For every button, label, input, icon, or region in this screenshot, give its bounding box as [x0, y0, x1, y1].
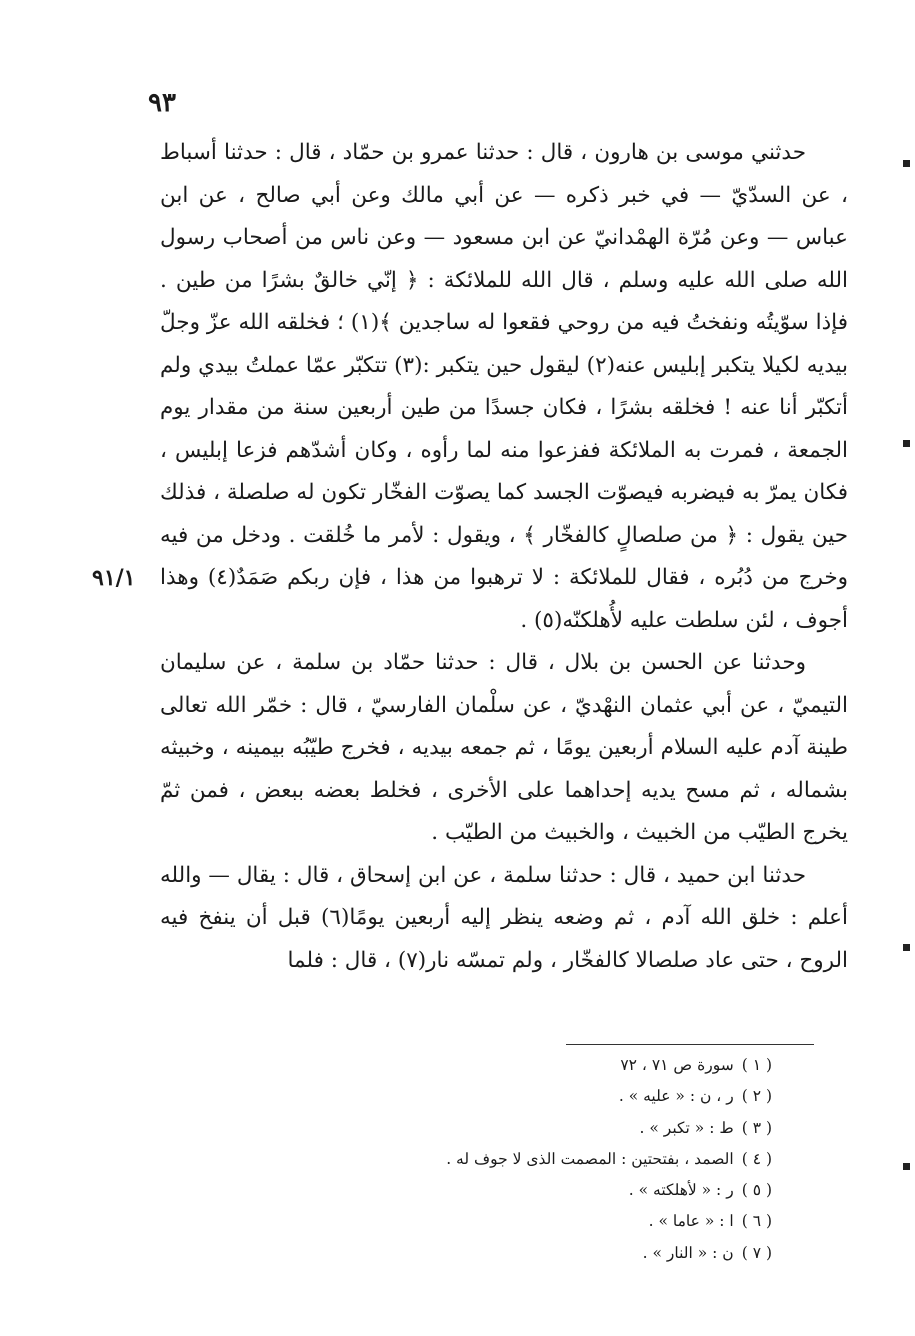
footnote [160, 1144, 772, 1175]
footnote-text: ط : « تكبر » . [639, 1118, 734, 1137]
edge-mark [903, 1163, 910, 1170]
footnote-text: الصمد ، بفتحتين : المصمت الذى لا جوف له . [446, 1149, 734, 1168]
footnote [160, 1206, 772, 1237]
footnote-divider [566, 1044, 814, 1045]
footnote-text: ر : « لأهلكته » . [628, 1181, 734, 1200]
footnote [160, 1050, 772, 1081]
paragraph: حدثني موسى بن هارون ، قال : حدثنا عمرو بن حمّاد ، قال : حدثنا أسباط ، عن السدّيّ — في خبر ذكره — عن أبي مالك وعن أبي صالح ، عن ابن عباس — وعن مُرّة الهمْدانيّ عن ابن مسعود — وعن ناس من أصحاب رسول الله صلى الله عليه وسلم ، قال الله للملائكة : ﴿ إنّي خالقٌ بشرًا من طين . فإذا سوّيتُه ونفختُ فيه من روحي فقعوا له ساجدين ﴾(١) ؛ فخلقه الله عزّ وجلّ بيديه لكيلا يتكبر إبليس عنه(٢) ليقول حين يتكبر :(٣) تتكبّر عمّا عملتُ بيدي ولم أتكبّر أنا عنه ! فخلقه بشرًا ، فكان جسدًا من طين أربعين سنة من مقدار يوم الجمعة ، فمرت به الملائكة ففزعوا منه لما رأوه ، وكان أشدّهم فزعا إبليس ، فكان يمرّ به فيضربه فيصوّت الجسد كما يصوّت الفخّار تكون له صلصلة ، فذلك حين يقول : ﴿ من صلصالٍ كالفخّار ﴾ ، ويقول : لأمر ما خُلقت . ودخل من فيه وخرج من دُبُره ، فقال للملائكة : لا ترهبوا من هذا ، فإن ربكم صَمَدٌ(٤) وهذا أجوف ، لئن سلطت عليه لأُهلكنّه(٥) . [160, 140, 848, 633]
footnote-number: ( ٢ ) [741, 1087, 772, 1106]
footnote [160, 1175, 772, 1206]
edge-mark [903, 944, 910, 951]
footnote-number: ( ٥ ) [741, 1181, 772, 1200]
footnotes [160, 1050, 772, 1269]
footnote-text: ا : « عاما » . [648, 1212, 734, 1231]
edge-mark [903, 160, 910, 167]
edge-mark [903, 440, 910, 447]
footnote-number: ( ٤ ) [741, 1149, 772, 1168]
margin-reference: ٩١/١ [92, 565, 136, 591]
footnote [160, 1238, 772, 1269]
footnote-number: ( ٧ ) [741, 1243, 772, 1262]
footnote [160, 1081, 772, 1112]
footnote-text: ر ، ن : « عليه » . [618, 1087, 734, 1106]
footnote-number: ( ٣ ) [741, 1118, 772, 1137]
footnote [160, 1113, 772, 1144]
footnote-number: ( ٦ ) [741, 1212, 772, 1231]
footnote-text: ن : « النار » . [642, 1243, 734, 1262]
paragraph: حدثنا ابن حميد ، قال : حدثنا سلمة ، عن ابن إسحاق ، قال : يقال — والله أعلم : خلق الله آدم ، ثم وضعه ينظر إليه أربعين يومًا(٦) قبل أن ينفخ فيه الروح ، حتى عاد صلصالا كالفخّار ، ولم تمسّه نار(٧) ، قال : فلما [160, 862, 848, 973]
paragraph: وحدثنا عن الحسن بن بلال ، قال : حدثنا حمّاد بن سلمة ، عن سليمان التيميّ ، عن أبي عثمان النهْديّ ، عن سلْمان الفارسيّ ، قال : خمّر الله تعالى طينة آدم عليه السلام أربعين يومًا ، ثم جمعه بيديه ، فخرج طيّبُه بيمينه ، وخبيثه بشماله ، ثم مسح يديه إحداهما على الأخرى ، فخلط بعضه ببعض ، فمن ثمّ يخرج الطيّب من الخبيث ، والخبيث من الطيّب . [160, 650, 848, 845]
footnote-number: ( ١ ) [741, 1056, 772, 1074]
page-number: ٩٣ [148, 88, 176, 118]
main-text [160, 132, 848, 982]
footnote-text: سورة ص ٧١ ، ٧٢ [620, 1056, 734, 1074]
